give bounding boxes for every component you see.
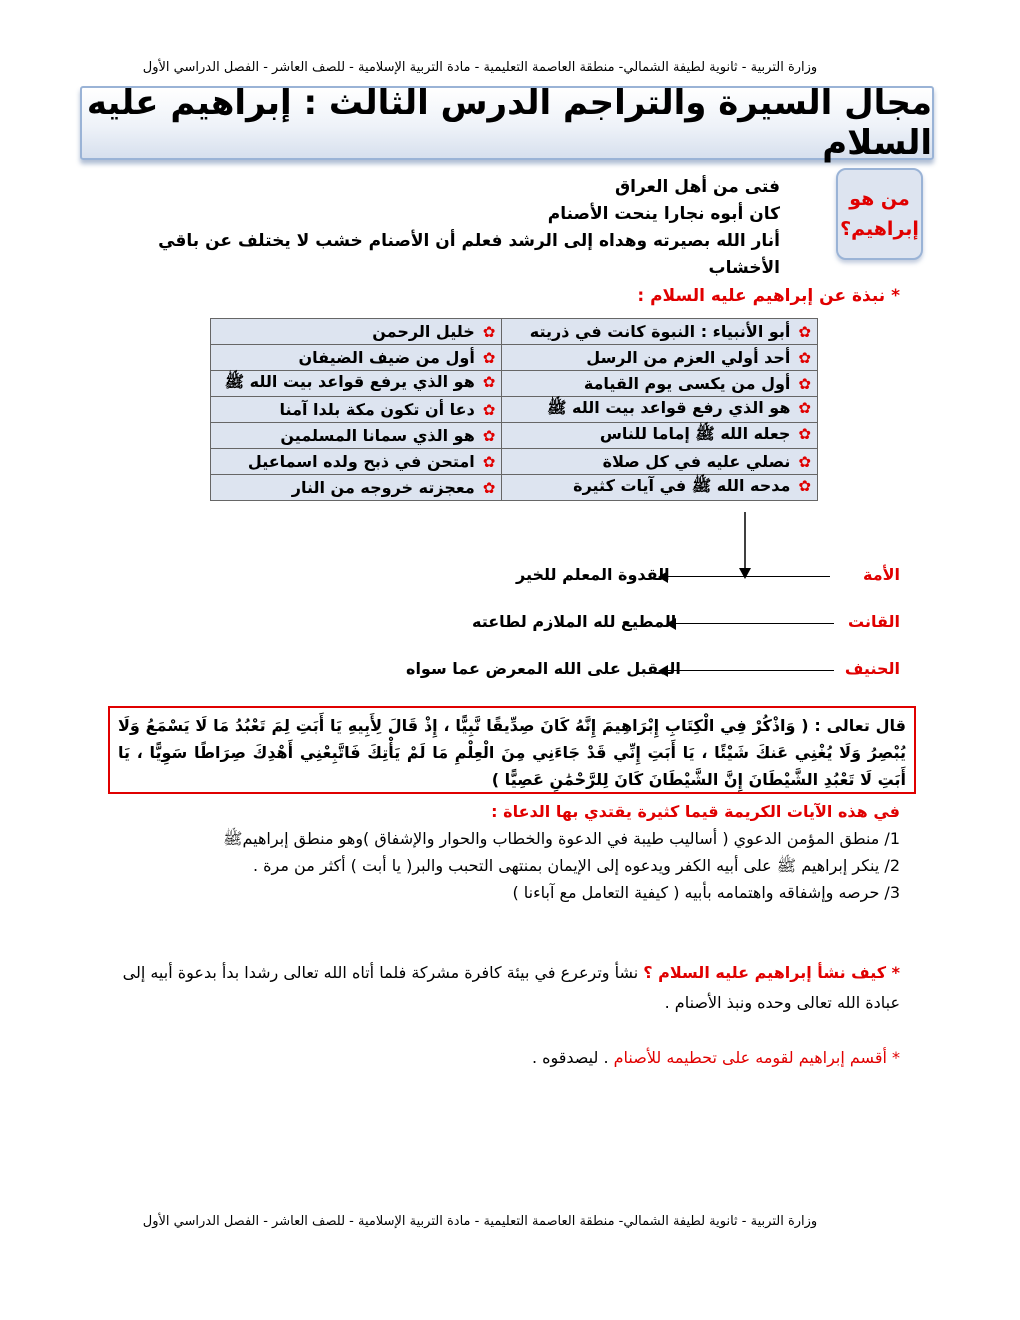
flower-bullet-icon: ✿ (482, 323, 496, 341)
intro-line: كان أبوه نجارا ينحت الأصنام (547, 204, 780, 224)
lesson-item: 3/ حرصه وإشفاقه واهتمامه بأبيه ( كيفية التعامل مع آباءنا ) (512, 883, 900, 902)
definition-meaning: المقبل على الله المعرض عما سواه (406, 659, 681, 678)
traits-cell (502, 423, 818, 449)
quran-verse-box: قال تعالى : ( وَاذْكُرْ فِي الْكِتَابِ إِبْرَاهِيمَ إِنَّهُ كَانَ صِدِّيقًا نَّبِيًّا ، إِذْ قَالَ لِأَبِيهِ يَا أَبَتِ لِمَ تَعْبُدُ مَا لَا يَسْمَعُ وَلَا يُبْصِرُ وَلَا يُغْنِي عَنكَ شَيْئًا ، يَا أَبَتِ إِنِّي قَدْ جَاءَنِي مِنَ الْعِلْمِ مَا لَمْ يَأْتِكَ فَاتَّبِعْنِي أَهْدِكَ صِرَاطًا سَوِيًّا ، يَا أَبَتِ لَا تَعْبُدِ الشَّيْطَانَ إِنَّ الشَّيْطَانَ كَانَ لِلرَّحْمَٰنِ عَصِيًّا ) (108, 706, 916, 794)
trait-text: مدحه الله ﷺ في آيات كثيرة (573, 476, 791, 495)
traits-cell (211, 397, 502, 423)
definition-row (400, 612, 900, 638)
trait-text: هو الذي سمانا المسلمين (280, 426, 475, 445)
lesson-item: 1/ منطق المؤمن الدعوي ( أساليب طيبة في الدعوة والخطاب والحوار والإشفاق )وهو منطق إبراهيم‎ﷺ (223, 829, 900, 848)
traits-cell (502, 397, 818, 423)
traits-row (211, 397, 818, 423)
traits-row (211, 423, 818, 449)
trait-text: معجزته خروجه من النار (291, 478, 475, 497)
traits-cell (502, 475, 818, 501)
definition-term: الأمة (862, 565, 900, 584)
traits-cell (502, 371, 818, 397)
trait-text: امتحن في ذبح ولده اسماعيل (247, 452, 475, 471)
flower-bullet-icon: ✿ (482, 373, 496, 391)
traits-cell (502, 345, 818, 371)
traits-row (211, 371, 818, 397)
trait-text: نصلي عليه في كل صلاة (602, 452, 791, 471)
title-banner (80, 83, 934, 163)
traits-cell (211, 423, 502, 449)
who-box-line2: إبراهيم؟ (840, 218, 919, 240)
oath-rest: . ليصدقوه . (531, 1048, 614, 1067)
flower-bullet-icon: ✿ (798, 477, 811, 495)
flower-bullet-icon: ✿ (798, 323, 811, 341)
growth-answer: نشأ وترعرع في بيئة كافرة مشركة فلما أتاه الله تعالى رشدا بدأ بدعوة أبيه إلى عبادة الله تعالى وحده ونبذ الأصنام . (122, 963, 900, 1012)
traits-cell (502, 319, 818, 345)
who-box-line1: من هو (849, 188, 910, 210)
who-is-ibrahim-box (836, 168, 923, 260)
traits-table (210, 318, 818, 501)
page-footer: وزارة التربية - ثانوية لطيفة الشمالي- منطقة العاصمة التعليمية - مادة التربية الإسلامية - للصف العاشر - الفصل الدراسي الأول (142, 1214, 818, 1229)
traits-cell (211, 371, 502, 397)
definition-row (400, 565, 900, 591)
definition-meaning: المطيع لله الملازم لطاعته (472, 612, 677, 631)
definition-term: القانت (848, 612, 900, 631)
intro-list (120, 174, 780, 282)
page-title: مجال السيرة والتراجم الدرس الثالث : إبراهيم عليه السلام (86, 83, 932, 163)
lesson-item: 2/ ينكر إبراهيم ﷺ على أبيه الكفر ويدعوه إلى الإيمان بمنتهى التحبب والبر( يا أبت ) أكثر من مرة . (252, 856, 900, 875)
intro-line: أنار الله بصيرته وهداه إلى الرشد فعلم أن الأصنام خشب لا يختلف عن باقي الأخشاب (158, 231, 780, 278)
definition-meaning: القدوة المعلم للخير (516, 565, 670, 584)
traits-row (211, 475, 818, 501)
definition-row (400, 659, 900, 685)
trait-text: أول من يكسى يوم القيامة (583, 374, 791, 393)
growth-paragraph (100, 958, 900, 1018)
trait-text: أول من ضيف الضيفان (298, 348, 475, 367)
trait-text: جعله الله ﷺ إماما للناس (599, 424, 791, 443)
trait-text: أبو الأنبياء : النبوة كانت في ذريته (529, 322, 791, 341)
oath-statement: * أقسم إبراهيم لقومه على تحطيمه للأصنام (613, 1048, 900, 1067)
lessons-section (100, 798, 900, 906)
flower-bullet-icon: ✿ (482, 453, 496, 471)
growth-question: * كيف نشأ إبراهيم عليه السلام ؟ (643, 963, 900, 982)
traits-cell (211, 475, 502, 501)
page-header: وزارة التربية - ثانوية لطيفة الشمالي- منطقة العاصمة التعليمية - مادة التربية الإسلامية - للصف العاشر - الفصل الدراسي الأول (142, 60, 818, 75)
oath-paragraph (100, 1048, 900, 1067)
flower-bullet-icon: ✿ (798, 453, 811, 471)
traits-cell (211, 449, 502, 475)
trait-text: هو الذي رفع قواعد بيت الله ﷺ (547, 398, 791, 417)
trait-text: خليل الرحمن (372, 322, 475, 341)
lessons-heading: في هذه الآيات الكريمة قيما كثيرة يقتدي بها الدعاة : (491, 802, 900, 821)
definition-term: الحنيف (844, 659, 900, 678)
trait-text: دعا أن تكون مكة بلدا آمنا (279, 400, 475, 419)
flower-bullet-icon: ✿ (482, 401, 496, 419)
flower-bullet-icon: ✿ (482, 479, 496, 497)
bio-heading: * نبذة عن إبراهيم عليه السلام : (637, 286, 900, 306)
traits-cell (502, 449, 818, 475)
flower-bullet-icon: ✿ (798, 375, 811, 393)
trait-text: أحد أولي العزم من الرسل (586, 348, 791, 367)
flower-bullet-icon: ✿ (798, 349, 811, 367)
traits-row (211, 345, 818, 371)
traits-row (211, 449, 818, 475)
flower-bullet-icon: ✿ (798, 425, 811, 443)
flower-bullet-icon: ✿ (798, 399, 811, 417)
flower-bullet-icon: ✿ (482, 427, 496, 445)
flower-bullet-icon: ✿ (482, 349, 496, 367)
traits-cell (211, 319, 502, 345)
traits-row (211, 319, 818, 345)
trait-text: هو الذي يرفع قواعد بيت الله ﷺ (224, 372, 475, 391)
intro-line: فتى من أهل العراق (614, 177, 780, 197)
traits-cell (211, 345, 502, 371)
